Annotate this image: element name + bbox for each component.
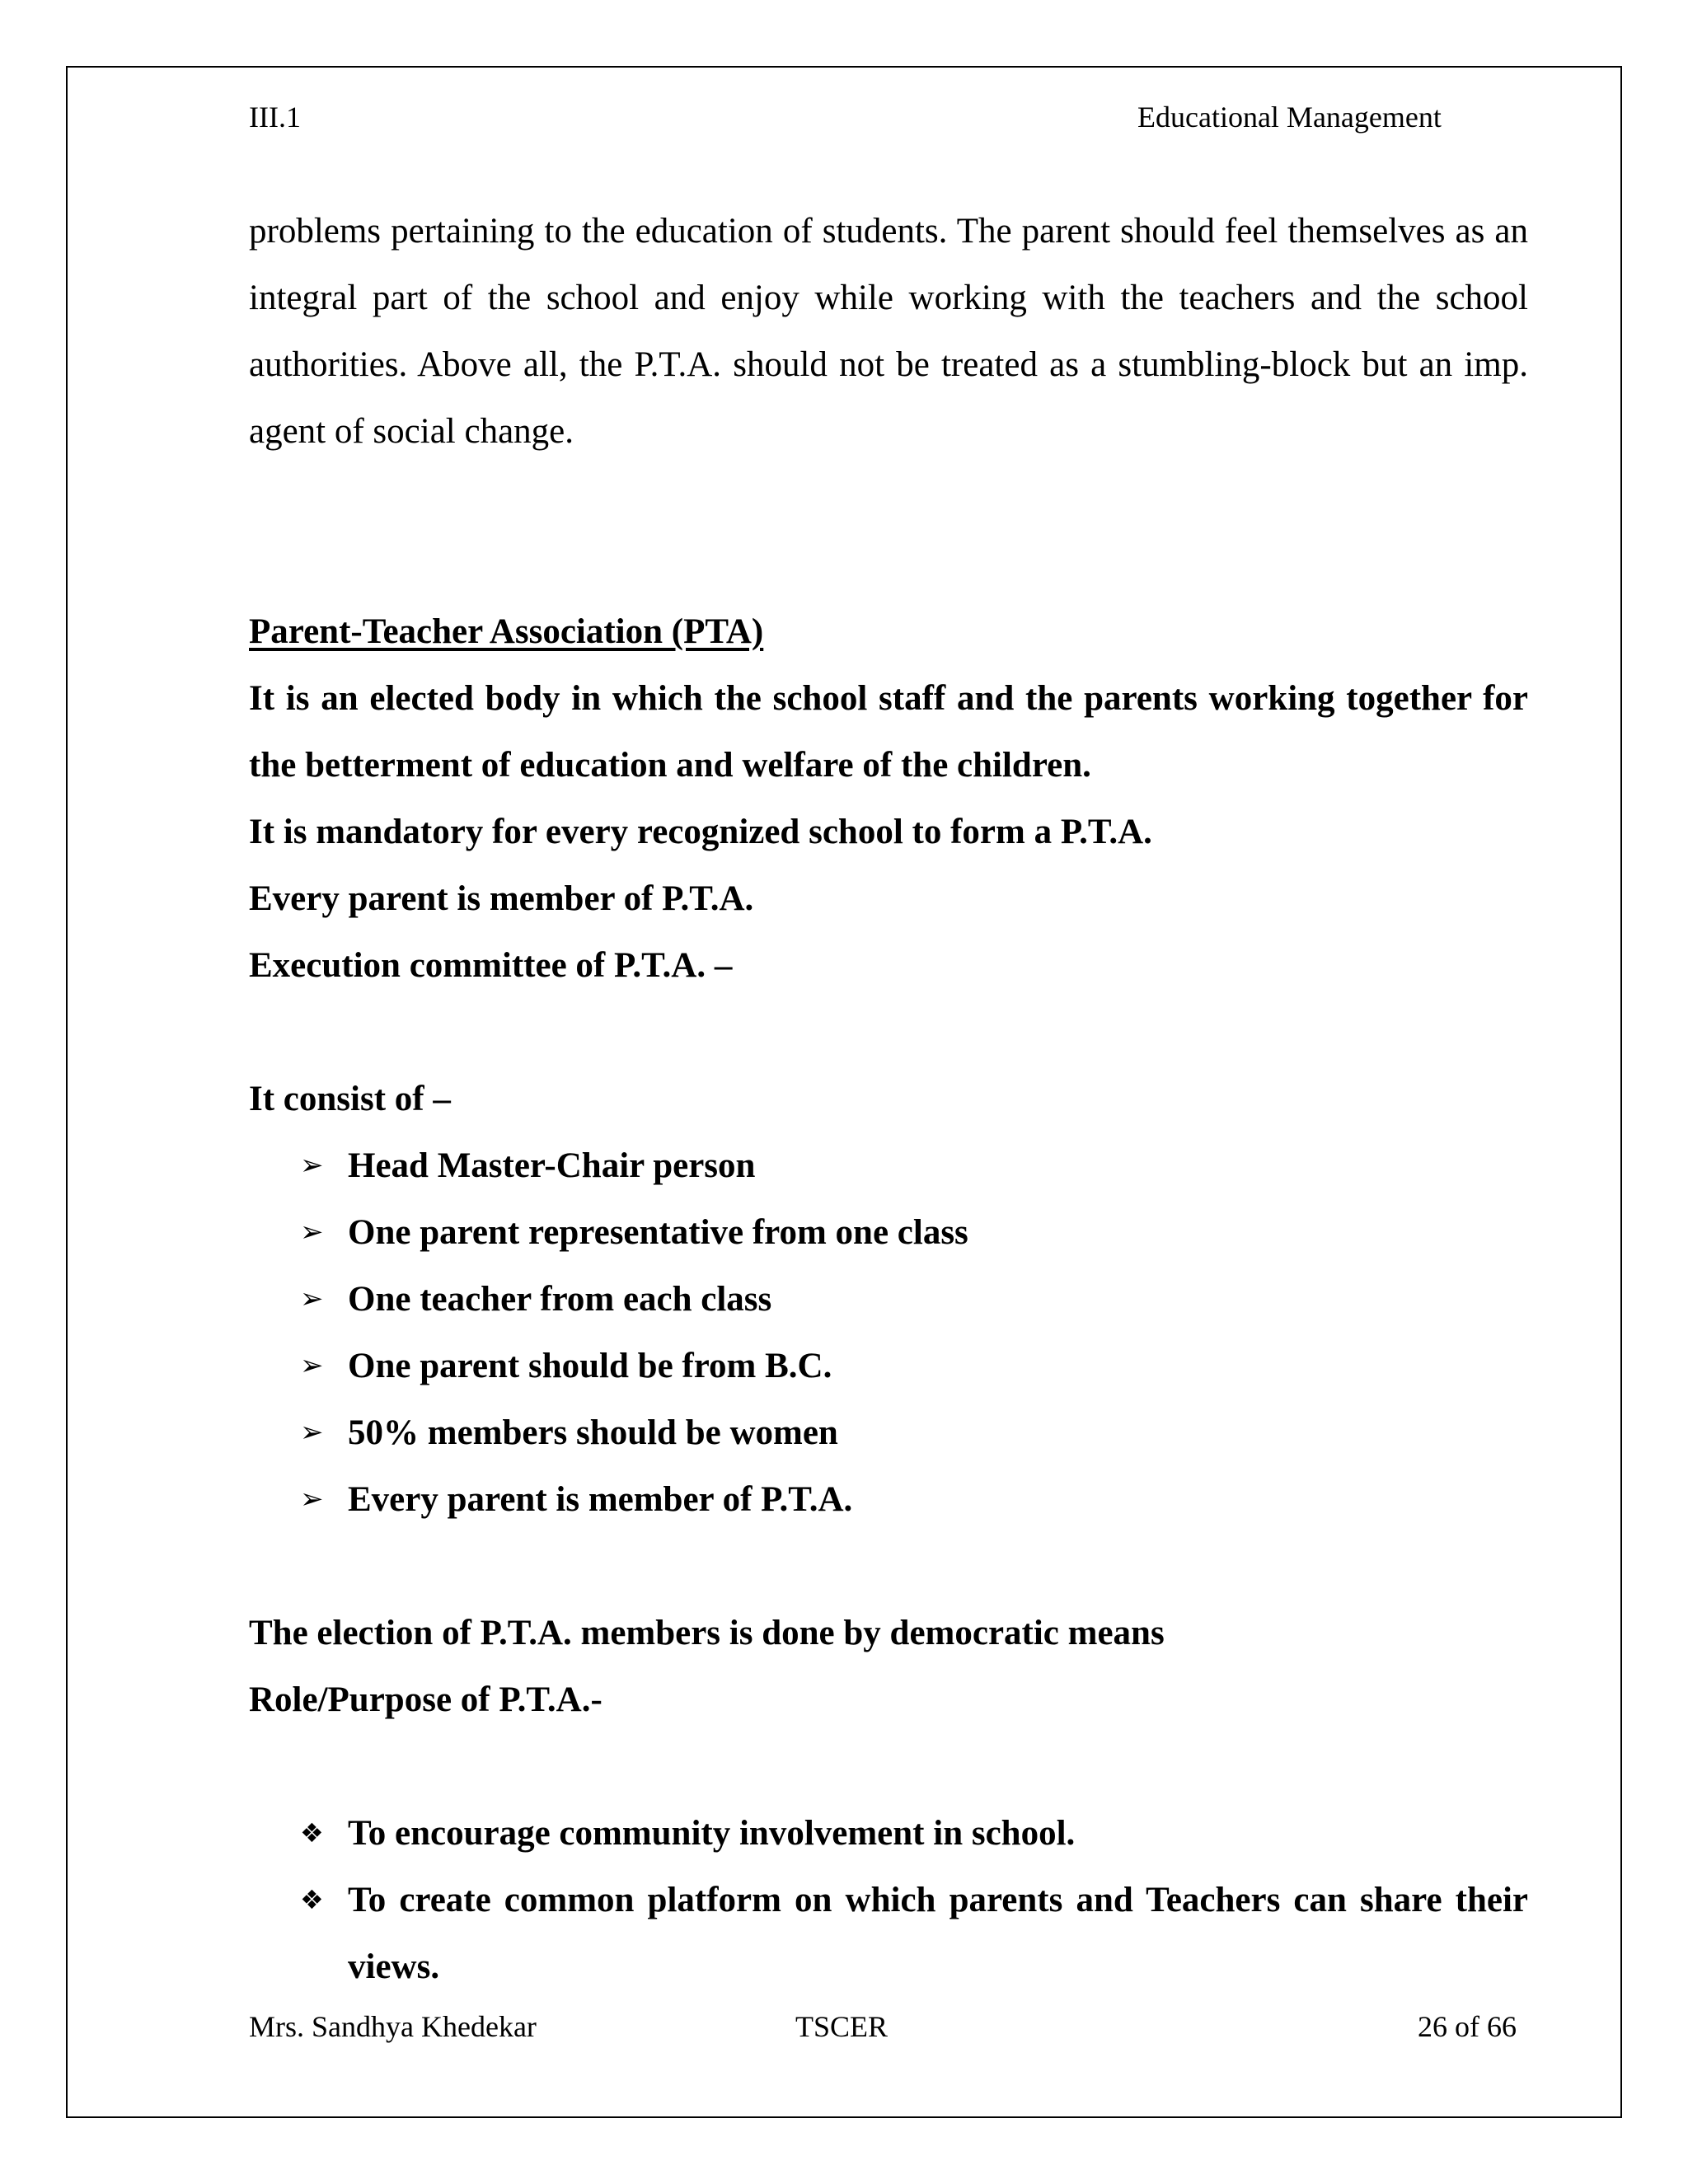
composition-intro: It consist of – bbox=[249, 1080, 451, 1118]
list-item bbox=[249, 1132, 1528, 1199]
intro-paragraph: problems pertaining to the education of students. The parent should feel themselves as an integral part of the school and enjoy while working with the teachers and the school authorities. Above all, the P.T.A. should not be treated as a stumbling-block but an imp. agent of social change. bbox=[249, 212, 1528, 451]
arrow-bullet-icon: ➢ bbox=[300, 1149, 324, 1182]
composition-list bbox=[249, 1132, 1528, 1533]
list-item bbox=[249, 1199, 1528, 1266]
section-heading: Parent-Teacher Association (PTA) bbox=[249, 612, 764, 651]
diamond-bullet-icon: ❖ bbox=[300, 1817, 324, 1849]
list-item-text: Every parent is member of P.T.A. bbox=[348, 1480, 853, 1519]
header-section-number: III.1 bbox=[249, 101, 301, 134]
arrow-bullet-icon: ➢ bbox=[300, 1483, 324, 1516]
list-item bbox=[249, 1867, 1528, 2000]
diamond-bullet-icon: ❖ bbox=[300, 1884, 324, 1915]
list-item-text: One parent representative from one class bbox=[348, 1213, 968, 1252]
list-item-text: To create common platform on which parents and Teachers can share their views. bbox=[348, 1881, 1528, 1986]
pta-membership-statement: Every parent is member of P.T.A. bbox=[249, 879, 754, 918]
spacer bbox=[249, 999, 1528, 1066]
execution-committee-label: Execution committee of P.T.A. – bbox=[249, 946, 733, 985]
list-item bbox=[249, 1333, 1528, 1399]
role-heading: Role/Purpose of P.T.A.- bbox=[249, 1680, 603, 1719]
list-item bbox=[249, 1800, 1528, 1867]
footer-author: Mrs. Sandhya Khedekar bbox=[249, 2010, 537, 2043]
list-item bbox=[249, 1466, 1528, 1533]
footer-institution: TSCER bbox=[795, 2010, 889, 2043]
list-item-text: To encourage community involvement in school. bbox=[348, 1814, 1076, 1853]
roles-list bbox=[249, 1800, 1528, 2000]
list-item bbox=[249, 1266, 1528, 1333]
arrow-bullet-icon: ➢ bbox=[300, 1349, 324, 1382]
list-item bbox=[249, 1399, 1528, 1466]
list-item-text: One parent should be from B.C. bbox=[348, 1347, 832, 1385]
pta-definition: It is an elected body in which the school staff and the parents working together for the betterment of education and welfare of the children. bbox=[249, 679, 1528, 785]
spacer bbox=[249, 1533, 1528, 1600]
election-statement: The election of P.T.A. members is done by democratic means bbox=[249, 1614, 1165, 1652]
header-running-title: Educational Management bbox=[1137, 101, 1442, 134]
page-content bbox=[249, 198, 1528, 2000]
list-item-text: 50% members should be women bbox=[348, 1413, 838, 1452]
page-number: 26 of 66 bbox=[1418, 2010, 1517, 2043]
arrow-bullet-icon: ➢ bbox=[300, 1216, 324, 1249]
pta-mandatory-statement: It is mandatory for every recognized school to form a P.T.A. bbox=[249, 813, 1152, 851]
list-item-text: Head Master-Chair person bbox=[348, 1146, 756, 1185]
spacer bbox=[249, 1733, 1528, 1800]
list-item-text: One teacher from each class bbox=[348, 1280, 772, 1319]
arrow-bullet-icon: ➢ bbox=[300, 1416, 324, 1449]
arrow-bullet-icon: ➢ bbox=[300, 1282, 324, 1315]
